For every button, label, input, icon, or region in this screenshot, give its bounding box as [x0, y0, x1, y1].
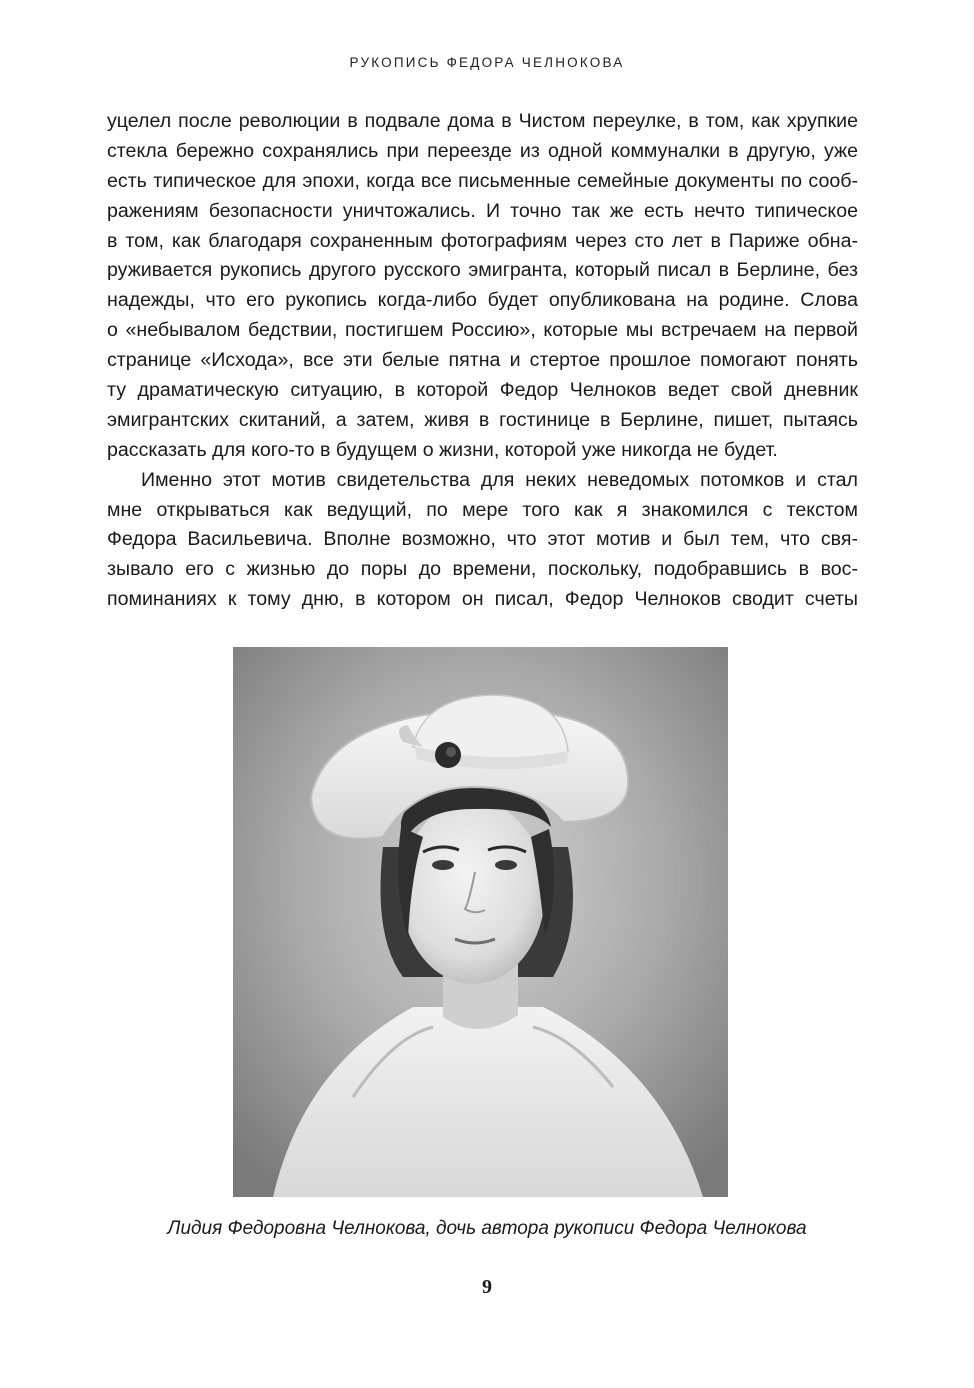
figure-caption: Лидия Федоровна Челнокова, дочь автора рукописи Федора Челнокова — [167, 1218, 807, 1239]
text-line: руживается рукопись другого русского эмигранта, который писал в Берлине, без — [107, 259, 858, 282]
text-line: в том, как благодаря сохраненным фотографиям через сто лет в Париже обна- — [107, 229, 858, 252]
portrait-photo — [233, 647, 728, 1197]
text-line: о «небывалом бедствии, постигшем Россию», которые мы встречаем на первой — [107, 319, 858, 342]
text-line: стекла бережно сохранялись при переезде из одной коммуналки в другую, уже — [107, 139, 858, 162]
text-line: есть типическое для эпохи, когда все письменные семейные документы по сооб- — [107, 169, 858, 192]
text-line: Именно этот мотив свидетельства для неких неведомых потомков и стал — [141, 468, 858, 491]
text-line: поминаниях к тому дню, в котором он писал, Федор Челноков сводит счеты — [107, 588, 858, 611]
text-line: Федора Васильевича. Вполне возможно, что этот мотив и был тем, что свя- — [107, 528, 858, 551]
text-line: зывало его с жизнью до поры до времени, поскольку, подобравшись в вос- — [107, 558, 858, 581]
running-head: РУКОПИСЬ ФЕДОРА ЧЕЛНОКОВА — [349, 55, 625, 70]
text-line: мне открываться как ведущий, по мере того как я знакомился с текстом — [107, 498, 858, 521]
text-line: ту драматическую ситуацию, в которой Федор Челноков ведет свой дневник — [107, 379, 858, 402]
page-number: 9 — [482, 1276, 492, 1298]
text-line: странице «Исхода», все эти белые пятна и стертое прошлое помогают понять — [107, 349, 858, 372]
portrait-illustration — [233, 647, 728, 1197]
text-line: эмигрантских скитаний, а затем, живя в гостинице в Берлине, пишет, пытаясь — [107, 408, 858, 431]
text-line: рассказать для кого-то в будущем о жизни, которой уже никогда не будет. — [107, 438, 778, 461]
text-line: уцелел после революции в подвале дома в Чистом переулке, в том, как хрупкие — [107, 110, 858, 132]
body-text — [107, 107, 858, 615]
text-line: надежды, что его рукопись когда-либо будет опубликована на родине. Слова — [107, 289, 858, 312]
text-line: ражениям безопасности уничтожались. И точно так же есть нечто типическое — [107, 199, 858, 222]
